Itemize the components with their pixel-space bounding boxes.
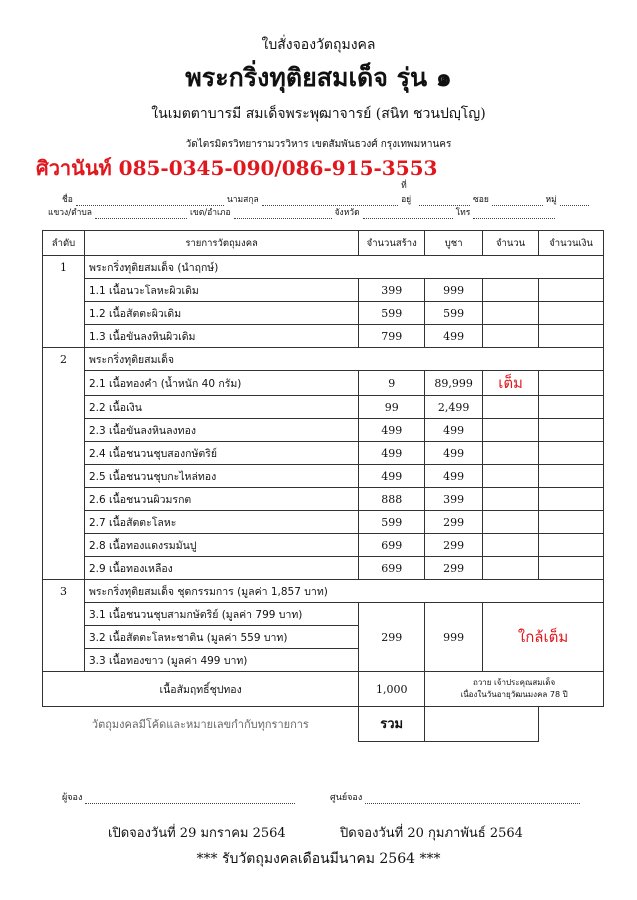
item-qty: 9	[359, 371, 425, 396]
table-row	[43, 279, 604, 302]
table-row	[43, 511, 604, 534]
amount-cell[interactable]	[483, 557, 539, 580]
table-row	[43, 707, 604, 742]
total-cell[interactable]	[539, 465, 604, 488]
amount-cell[interactable]	[483, 302, 539, 325]
item-price: 999	[425, 279, 483, 302]
gift-note-line2: เนื่องในวันอายุวัฒนมงคล 78 ปี	[460, 690, 568, 699]
province-label: จังหวัด	[334, 208, 360, 218]
subdistrict-field[interactable]	[95, 209, 187, 219]
group-title: พระกริ่งทุติยสมเด็จ (นำฤกษ์)	[84, 256, 603, 279]
header-price: บูชา	[425, 231, 483, 256]
table-row	[43, 256, 604, 279]
total-cell[interactable]	[539, 371, 604, 396]
group-number: 2	[43, 348, 85, 371]
amount-cell[interactable]	[483, 488, 539, 511]
item-name: 2.9 เนื้อทองเหลือง	[84, 557, 358, 580]
temple-name: วัดไตรมิตรวิทยารามวรวิหาร เขตสัมพันธวงศ์ กรุงเทพมหานคร	[185, 139, 452, 150]
form-title: ใบสั่งจองวัตถุมงคล	[261, 37, 376, 53]
total-cell[interactable]	[539, 511, 604, 534]
item-name: 2.2 เนื้อเงิน	[84, 396, 358, 419]
item-name: 2.5 เนื้อชนวนชุบกะไหล่ทอง	[84, 465, 358, 488]
total-cell[interactable]	[539, 488, 604, 511]
phone-field[interactable]	[473, 209, 555, 219]
item-name: 3.3 เนื้อทองขาว (มูลค่า 499 บาท)	[84, 649, 358, 672]
table-row	[43, 396, 604, 419]
amount-cell[interactable]	[483, 279, 539, 302]
item-qty: 799	[359, 325, 425, 348]
center-field[interactable]	[365, 794, 580, 804]
close-date: ปิดจองวันที่ 20 กุมภาพันธ์ 2564	[340, 826, 523, 841]
header-total: จำนวนเงิน	[539, 231, 604, 256]
grand-total-cell[interactable]	[425, 707, 539, 742]
amount-cell[interactable]	[483, 511, 539, 534]
gift-note-line1: ถวาย เจ้าประคุณสมเด็จ	[472, 678, 556, 687]
item-qty: 599	[359, 302, 425, 325]
item-name: 1.2 เนื้อสัตตะผิวเดิม	[84, 302, 358, 325]
form-row-1	[62, 178, 592, 206]
table-row	[43, 557, 604, 580]
group-title: พระกริ่งทุติยสมเด็จ	[84, 348, 603, 371]
total-cell[interactable]	[539, 279, 604, 302]
amount-cell[interactable]	[483, 465, 539, 488]
receive-note: *** รับวัตถุมงคลเดือนมีนาคม 2564 ***	[196, 851, 441, 867]
item-qty: 299	[359, 603, 425, 672]
amount-cell[interactable]	[483, 325, 539, 348]
table-row	[43, 348, 604, 371]
amount-cell[interactable]	[483, 396, 539, 419]
item-name: 1.1 เนื้อนวะโลหะผิวเดิม	[84, 279, 358, 302]
address-label: ที่อยู่	[401, 181, 412, 205]
total-label: รวม	[359, 707, 425, 742]
table-row	[43, 419, 604, 442]
item-price: 2,499	[425, 396, 483, 419]
item-name: 2.3 เนื้อขันลงหินลงทอง	[84, 419, 358, 442]
item-price: 499	[425, 325, 483, 348]
gift-note	[425, 672, 604, 707]
table-row	[43, 603, 604, 626]
item-qty: 499	[359, 419, 425, 442]
table-row	[43, 465, 604, 488]
item-qty: 399	[359, 279, 425, 302]
status-note-full: เต็ม	[483, 371, 539, 396]
item-name: 2.6 เนื้อชนวนผิวมรกต	[84, 488, 358, 511]
amount-cell[interactable]	[483, 442, 539, 465]
village-label: หมู่	[545, 195, 557, 205]
reserver-signature	[62, 790, 298, 804]
center-signature	[330, 790, 583, 804]
item-name: 2.1 เนื้อทองคำ (น้ำหนัก 40 กรัม)	[84, 371, 358, 396]
table-row	[43, 580, 604, 603]
table-row	[43, 672, 604, 707]
total-cell[interactable]	[539, 419, 604, 442]
item-price: 89,999	[425, 371, 483, 396]
total-cell[interactable]	[539, 557, 604, 580]
total-cell[interactable]	[539, 302, 604, 325]
item-qty: 699	[359, 534, 425, 557]
item-qty: 599	[359, 511, 425, 534]
order-table	[42, 230, 604, 742]
open-date: เปิดจองวันที่ 29 มกราคม 2564	[108, 826, 286, 841]
province-field[interactable]	[363, 209, 453, 219]
district-field[interactable]	[234, 209, 332, 219]
contact-overlay: ศิวานันท์ 085-0345-090/086-915-3553	[36, 156, 438, 180]
form-row-2	[48, 205, 593, 219]
group-number: 3	[43, 580, 85, 603]
gift-label: เนื้อสัมฤทธิ์ชุปทอง	[43, 672, 359, 707]
table-row	[43, 302, 604, 325]
total-cell[interactable]	[539, 442, 604, 465]
reserver-field[interactable]	[85, 794, 295, 804]
amount-cell[interactable]	[483, 534, 539, 557]
item-qty: 699	[359, 557, 425, 580]
item-qty: 888	[359, 488, 425, 511]
reserver-label: ผู้จอง	[62, 793, 83, 803]
item-name: 2.4 เนื้อชนวนชุบสองกษัตริย์	[84, 442, 358, 465]
total-cell[interactable]	[539, 325, 604, 348]
amount-cell[interactable]	[483, 419, 539, 442]
alley-label: ซอย	[473, 195, 489, 205]
header-amount: จำนวน	[483, 231, 539, 256]
item-price: 999	[425, 603, 483, 672]
item-price: 299	[425, 534, 483, 557]
item-name: 1.3 เนื้อขันลงหินผิวเดิม	[84, 325, 358, 348]
item-price: 499	[425, 465, 483, 488]
item-price: 599	[425, 302, 483, 325]
subtitle: ในเมตตาบารมี สมเด็จพระพุฒาจารย์ (สนิท ชวนปญฺโญ)	[151, 106, 486, 122]
main-title: พระกริ่งทุติยสมเด็จ รุ่น ๑	[185, 63, 452, 92]
total-cell[interactable]	[539, 396, 604, 419]
item-name: 2.8 เนื้อทองแดงรมมันปู	[84, 534, 358, 557]
item-qty: 499	[359, 442, 425, 465]
subdistrict-label: แขวง/ตำบล	[48, 208, 92, 218]
header-no: ลำดับ	[43, 231, 85, 256]
item-price: 299	[425, 557, 483, 580]
surname-label: นามสกุล	[226, 195, 259, 205]
gift-qty: 1,000	[359, 672, 425, 707]
table-row	[43, 442, 604, 465]
group-number: 1	[43, 256, 85, 279]
phone-label: โทร	[455, 208, 471, 218]
district-label: เขต/อำเภอ	[189, 208, 231, 218]
item-name: 3.1 เนื้อชนวนชุบสามกษัตริย์ (มูลค่า 799 บาท)	[84, 603, 358, 626]
table-row	[43, 488, 604, 511]
group-title: พระกริ่งทุติยสมเด็จ ชุดกรรมการ (มูลค่า 1,857 บาท)	[84, 580, 603, 603]
table-row	[43, 371, 604, 396]
item-price: 399	[425, 488, 483, 511]
name-label: ชื่อ	[62, 195, 73, 205]
center-label: ศูนย์จอง	[330, 793, 363, 803]
table-row	[43, 534, 604, 557]
status-note-almost-full: ใกล้เต็ม	[483, 603, 604, 672]
code-note: วัตถุมงคลมีโค้ดและหมายเลขกำกับทุกรายการ	[91, 718, 309, 731]
table-header-row	[43, 231, 604, 256]
item-name: 2.7 เนื้อสัตตะโลหะ	[84, 511, 358, 534]
header-item: รายการวัตถุมงคล	[84, 231, 358, 256]
header-qty-made: จำนวนสร้าง	[359, 231, 425, 256]
item-price: 499	[425, 419, 483, 442]
table-row	[43, 325, 604, 348]
item-price: 299	[425, 511, 483, 534]
total-cell[interactable]	[539, 534, 604, 557]
item-price: 499	[425, 442, 483, 465]
item-qty: 499	[359, 465, 425, 488]
item-qty: 99	[359, 396, 425, 419]
item-name: 3.2 เนื้อสัตตะโลหะชาติน (มูลค่า 559 บาท)	[84, 626, 358, 649]
